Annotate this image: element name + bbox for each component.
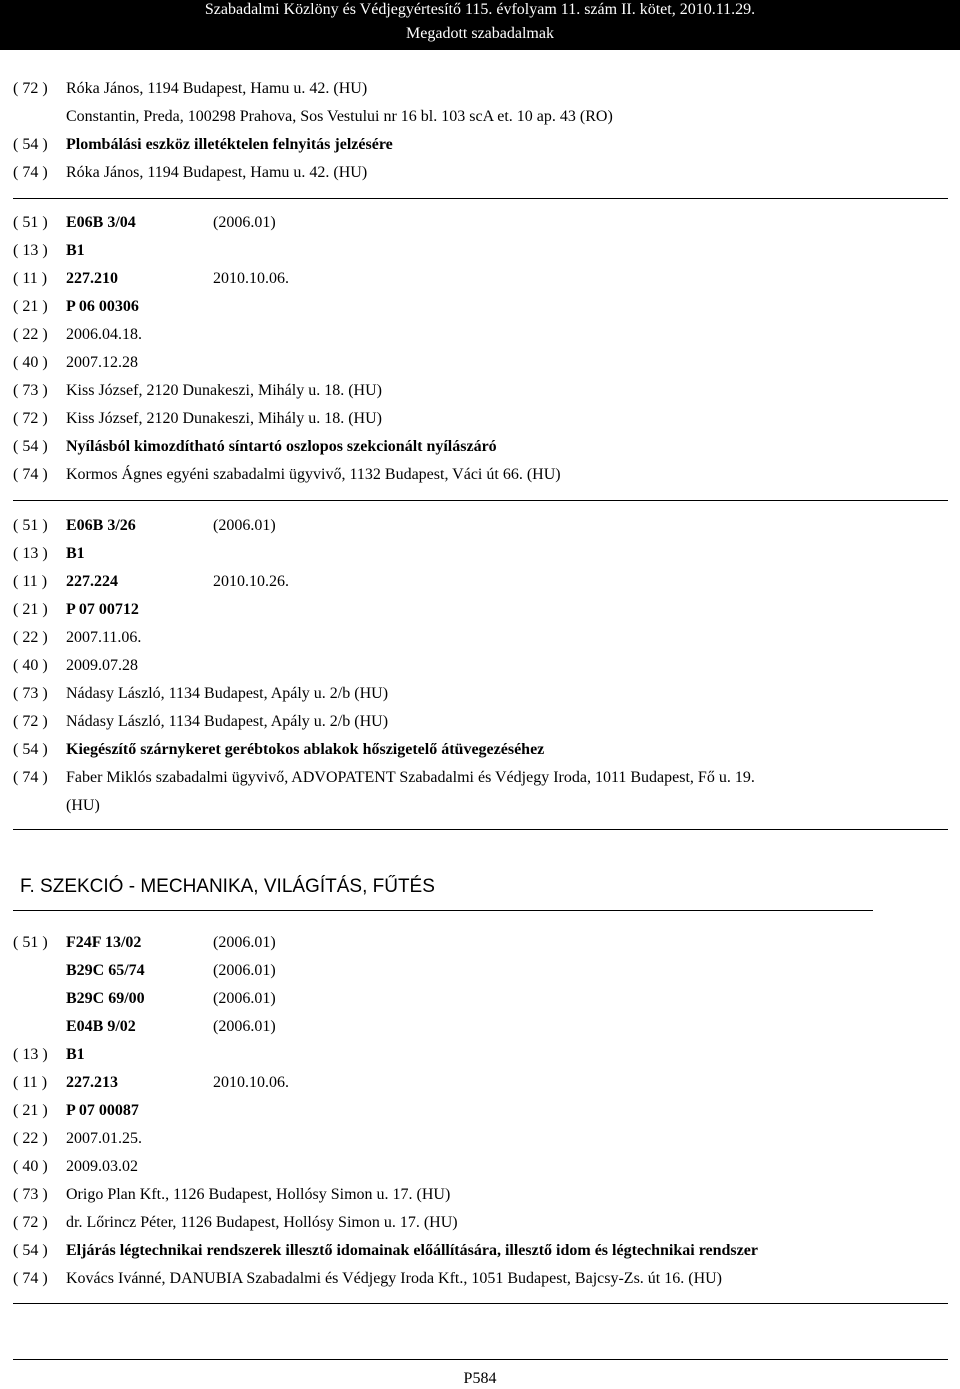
field-code: ( 73 )	[13, 685, 48, 702]
inventor: Kiss József, 2120 Dunakeszi, Mihály u. 18. (HU)	[66, 410, 382, 427]
field-code: ( 11 )	[13, 270, 48, 287]
filing-date: 2007.01.25.	[66, 1130, 142, 1147]
ipc-version: (2006.01)	[213, 934, 276, 951]
section-heading: F. SZEKCIÓ - MECHANIKA, VILÁGÍTÁS, FŰTÉS	[20, 876, 435, 897]
field-code: ( 40 )	[13, 354, 48, 371]
field-code: ( 72 )	[13, 80, 48, 97]
page-header	[0, 0, 960, 50]
field-code: ( 21 )	[13, 1102, 48, 1119]
patent-number: 227.224	[66, 573, 118, 590]
inventor: Róka János, 1194 Budapest, Hamu u. 42. (HU)	[66, 80, 368, 97]
document-kind: B1	[66, 1046, 85, 1063]
page-number: P584	[463, 1370, 497, 1387]
field-code: ( 21 )	[13, 298, 48, 315]
field-code: ( 54 )	[13, 1242, 48, 1259]
inventor: dr. Lőrincz Péter, 1126 Budapest, Hollósy Simon u. 17. (HU)	[66, 1214, 458, 1231]
application-number: P 07 00712	[66, 601, 139, 618]
invention-title: Plombálási eszköz illetéktelen felnyitás jelzésére	[66, 136, 393, 153]
ipc-version: (2006.01)	[213, 214, 276, 231]
filing-date: 2006.04.18.	[66, 326, 142, 343]
owner: Nádasy László, 1134 Budapest, Apály u. 2/b (HU)	[66, 685, 389, 702]
field-code: ( 73 )	[13, 382, 48, 399]
representative: Róka János, 1194 Budapest, Hamu u. 42. (HU)	[66, 164, 368, 181]
footer-divider	[13, 1359, 948, 1360]
field-code: ( 40 )	[13, 657, 48, 674]
grant-date: 2010.10.26.	[213, 573, 289, 590]
divider	[13, 829, 948, 830]
application-number: P 07 00087	[66, 1102, 139, 1119]
patent-number: 227.213	[66, 1074, 118, 1091]
section-subtitle: Megadott szabadalmak	[406, 25, 554, 42]
field-code: ( 40 )	[13, 1158, 48, 1175]
inventor: Constantin, Preda, 100298 Prahova, Sos Vestului nr 16 bl. 103 scA et. 10 ap. 43 (RO)	[66, 108, 613, 125]
field-code: ( 74 )	[13, 1270, 48, 1287]
invention-title: Eljárás légtechnikai rendszerek illesztő idomainak előállítására, illesztő idom és légtechnikai rendszer	[66, 1242, 758, 1259]
field-code: ( 72 )	[13, 1214, 48, 1231]
journal-title: Szabadalmi Közlöny és Védjegyértesítő 115. évfolyam 11. szám II. kötet, 2010.11.29.	[204, 1, 756, 18]
field-code: ( 72 )	[13, 713, 48, 730]
publication-date: 2009.03.02	[66, 1158, 138, 1175]
field-code: ( 11 )	[13, 1074, 48, 1091]
field-code: ( 74 )	[13, 164, 48, 181]
field-code: ( 13 )	[13, 545, 48, 562]
field-code: ( 51 )	[13, 934, 48, 951]
section-underline	[13, 910, 873, 911]
application-number: P 06 00306	[66, 298, 139, 315]
divider	[13, 198, 948, 199]
divider	[13, 500, 948, 501]
field-code: ( 54 )	[13, 136, 48, 153]
document-kind: B1	[66, 242, 85, 259]
field-code: ( 73 )	[13, 1186, 48, 1203]
field-code: ( 13 )	[13, 1046, 48, 1063]
field-code: ( 22 )	[13, 629, 48, 646]
field-code: ( 72 )	[13, 410, 48, 427]
ipc-version: (2006.01)	[213, 1018, 276, 1035]
ipc-code: F24F 13/02	[66, 934, 142, 951]
ipc-code: E06B 3/26	[66, 517, 136, 534]
owner: Kiss József, 2120 Dunakeszi, Mihály u. 18. (HU)	[66, 382, 382, 399]
field-code: ( 51 )	[13, 517, 48, 534]
invention-title: Kiegészítő szárnykeret gerébtokos ablakok hőszigetelő átüvegezéséhez	[66, 741, 545, 758]
field-code: ( 74 )	[13, 466, 48, 483]
field-code: ( 54 )	[13, 741, 48, 758]
field-code: ( 22 )	[13, 326, 48, 343]
grant-date: 2010.10.06.	[213, 270, 289, 287]
ipc-version: (2006.01)	[213, 517, 276, 534]
inventor: Nádasy László, 1134 Budapest, Apály u. 2/b (HU)	[66, 713, 389, 730]
representative-country: (HU)	[66, 797, 100, 814]
ipc-version: (2006.01)	[213, 962, 276, 979]
grant-date: 2010.10.06.	[213, 1074, 289, 1091]
ipc-code: B29C 69/00	[66, 990, 145, 1007]
document-kind: B1	[66, 545, 85, 562]
field-code: ( 22 )	[13, 1130, 48, 1147]
filing-date: 2007.11.06.	[66, 629, 142, 646]
representative: Kovács Ivánné, DANUBIA Szabadalmi és Védjegy Iroda Kft., 1051 Budapest, Bajcsy-Zs. út 16. (HU)	[66, 1270, 723, 1287]
ipc-version: (2006.01)	[213, 990, 276, 1007]
field-code: ( 51 )	[13, 214, 48, 231]
publication-date: 2007.12.28	[66, 354, 138, 371]
divider	[13, 1303, 948, 1304]
field-code: ( 11 )	[13, 573, 48, 590]
patent-number: 227.210	[66, 270, 118, 287]
field-code: ( 54 )	[13, 438, 48, 455]
owner: Origo Plan Kft., 1126 Budapest, Hollósy Simon u. 17. (HU)	[66, 1186, 451, 1203]
ipc-code: E06B 3/04	[66, 214, 136, 231]
ipc-code: B29C 65/74	[66, 962, 145, 979]
representative: Kormos Ágnes egyéni szabadalmi ügyvivő, 1132 Budapest, Váci út 66. (HU)	[66, 466, 561, 483]
field-code: ( 21 )	[13, 601, 48, 618]
publication-date: 2009.07.28	[66, 657, 138, 674]
representative: Faber Miklós szabadalmi ügyvivő, ADVOPATENT Szabadalmi és Védjegy Iroda, 1011 Budapest, Fő u. 19.	[66, 769, 755, 786]
invention-title: Nyílásból kimozdítható síntartó oszlopos szekcionált nyílászáró	[66, 438, 497, 455]
field-code: ( 13 )	[13, 242, 48, 259]
ipc-code: E04B 9/02	[66, 1018, 136, 1035]
field-code: ( 74 )	[13, 769, 48, 786]
